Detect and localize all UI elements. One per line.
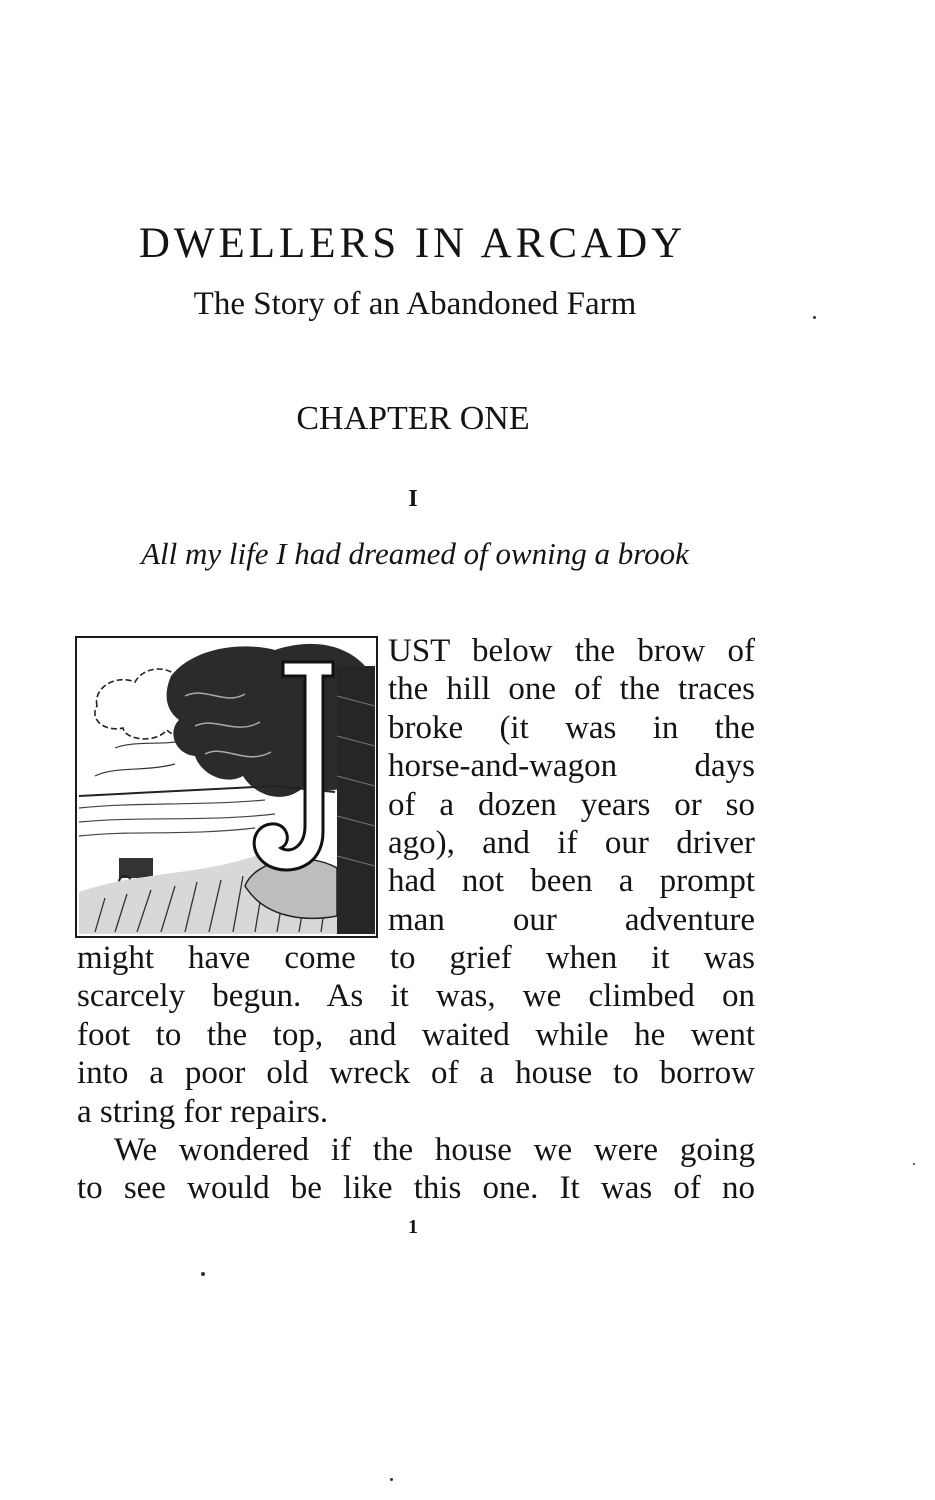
text-line: to see would be like this one. It was of no	[77, 1170, 755, 1207]
text-line: We wondered if the house we were going	[114, 1131, 755, 1168]
text-line: man our adventure	[388, 901, 755, 938]
chapter-heading: CHAPTER ONE	[296, 400, 530, 437]
text-line: into a poor old wreck of a house to borrow	[77, 1055, 755, 1092]
epigraph: All my life I had dreamed of owning a brook	[141, 536, 689, 571]
body-text-wrapped	[388, 632, 755, 939]
section-number: I	[408, 486, 418, 512]
scan-speck	[390, 1478, 393, 1481]
illustrated-initial-landscape-icon	[75, 636, 378, 938]
text-line: ago), and if our driver	[388, 824, 755, 861]
text-line: had not been a prompt	[388, 863, 755, 900]
text-line: horse-and-wagon days	[388, 748, 755, 785]
text-line: of a dozen years or so	[388, 786, 755, 823]
book-subtitle: The Story of an Abandoned Farm	[193, 286, 637, 322]
scan-speck	[913, 1163, 915, 1165]
book-title: DWELLERS IN ARCADY	[138, 220, 687, 267]
text-line: scarcely begun. As it was, we climbed on	[77, 978, 755, 1015]
text-line: UST below the brow of	[388, 633, 755, 669]
text-line: foot to the top, and waited while he went	[77, 1016, 755, 1053]
text-line: the hill one of the traces	[388, 671, 755, 708]
text-line: a string for repairs.	[77, 1093, 329, 1130]
page-number: 1	[408, 1216, 418, 1238]
scan-speck	[813, 316, 816, 319]
scan-speck	[201, 1272, 205, 1276]
text-line: broke (it was in the	[388, 709, 755, 746]
text-line: might have come to grief when it was	[77, 940, 755, 976]
body-text	[77, 939, 755, 1208]
